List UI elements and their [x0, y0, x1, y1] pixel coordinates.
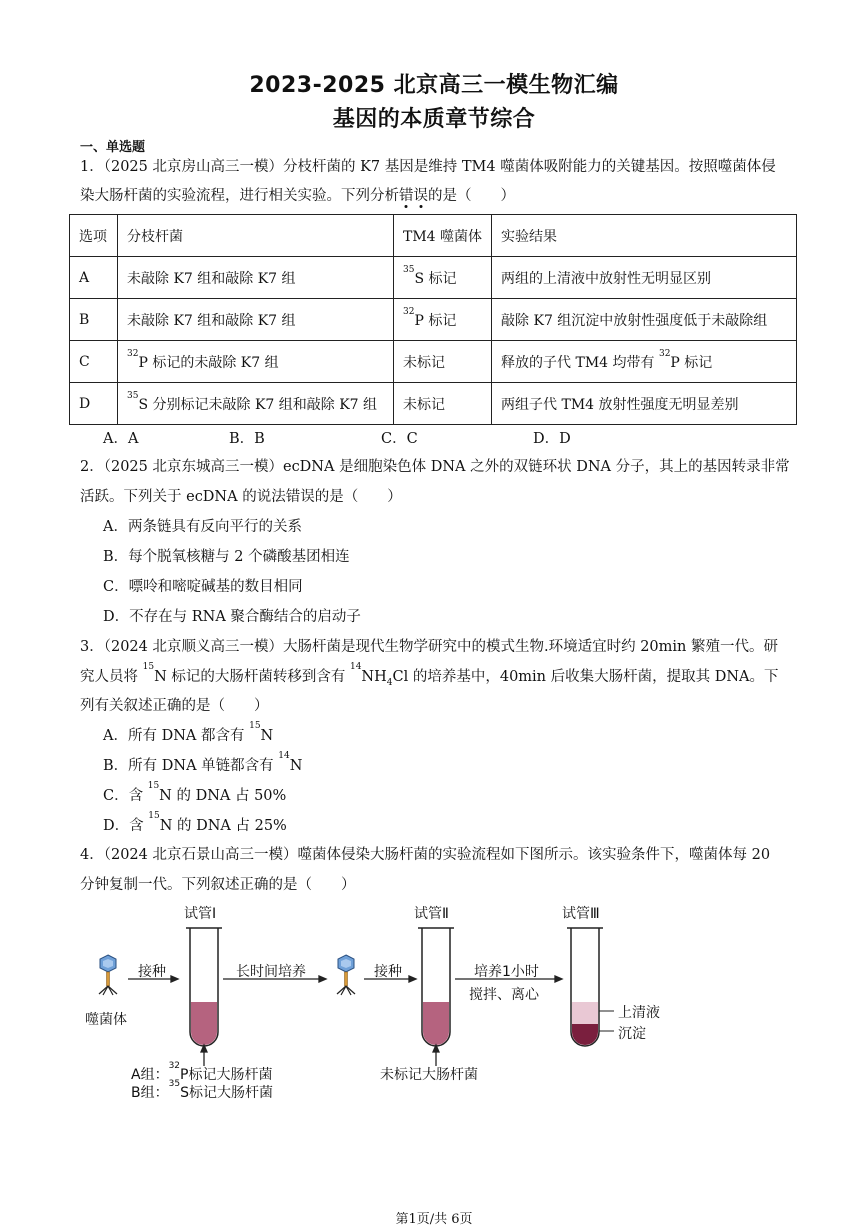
table-row: [70, 257, 797, 299]
tube-3-label: 试管Ⅲ: [562, 906, 600, 922]
q4-stem-line2: 分钟复制一代。下列叙述正确的是（ ）: [80, 877, 356, 893]
supernatant-layer: [572, 1002, 598, 1024]
table-cell: $^{35}$S 标记: [394, 257, 492, 299]
unlabeled-ecoli-label: 未标记大肠杆菌: [380, 1067, 478, 1083]
test-tube-3: [567, 928, 603, 1046]
q1-stem-line2: [80, 184, 515, 205]
q2-stem-line1: 2．（2025 北京东城高三一模）ecDNA 是细胞染色体 DNA 之外的双链环状 DNA 分子，其上的基因转录非常: [80, 459, 790, 475]
section-heading: 一、单选题: [80, 140, 146, 155]
table-cell: $^{32}$P 标记: [394, 299, 492, 341]
supernatant-label: 上清液: [618, 1005, 660, 1021]
q2-option-c[interactable]: C．嘌呤和嘧啶碱基的数目相同: [103, 579, 303, 595]
q3-stem-line1: 3．（2024 北京顺义高三一模）大肠杆菌是现代生物学研究中的模式生物.环境适宜时约 20min 繁殖一代。研: [80, 639, 778, 655]
long-culture-label: 长时间培养: [236, 964, 306, 980]
q1-stem-line1: 1．（2025 北京房山高三一模）分枝杆菌的 K7 基因是维持 TM4 噬菌体吸附能力的关键基因。按照噬菌体侵: [80, 159, 776, 175]
table-cell: 释放的子代 TM4 均带有 $^{32}$P 标记: [492, 341, 797, 383]
table-cell: $^{35}$S 分别标记未敲除 K7 组和敲除 K7 组: [118, 383, 394, 425]
table-header-row: [70, 215, 797, 257]
table-cell: C: [70, 341, 118, 383]
table-cell: 未标记: [394, 341, 492, 383]
group-a-label: A组：$^{32}$P标记大肠杆菌: [131, 1061, 273, 1083]
test-tube-2: [418, 928, 454, 1046]
table-cell: A: [70, 257, 118, 299]
table-cell: 敲除 K7 组沉淀中放射性强度低于未敲除组: [492, 299, 797, 341]
tube-1-label: 试管Ⅰ: [184, 906, 217, 922]
q2-stem-line2: 活跃。下列关于 ecDNA 的说法错误的是（ ）: [80, 489, 402, 505]
q2-option-b[interactable]: B．每个脱氧核糖与 2 个磷酸基团相连: [103, 549, 350, 565]
table-cell: 未敲除 K7 组和敲除 K7 组: [118, 257, 394, 299]
table-cell: B: [70, 299, 118, 341]
tube-2-label: 试管Ⅱ: [414, 906, 449, 922]
table-row: [70, 383, 797, 425]
table-header: 分枝杆菌: [118, 215, 394, 257]
q1-option-b[interactable]: B．B: [229, 431, 265, 447]
culture-medium: [423, 1002, 449, 1045]
q2-option-a[interactable]: A．两条链具有反向平行的关系: [103, 519, 302, 535]
group-b-label: B组：$^{35}$S标记大肠杆菌: [131, 1079, 273, 1101]
q1-table: [69, 214, 797, 425]
q1-emphasis-char: 误: [413, 188, 428, 204]
page-title: 2023-2025 北京高三一模生物汇编: [249, 73, 619, 98]
page-footer: 第1页/共 6页: [395, 1212, 473, 1227]
q3-stem-line2: 究人员将 $^{15}$N 标记的大肠杆菌转移到含有 $^{14}NH_4Cl$ 的培养基中，40min 后收集大肠杆菌，提取其 DNA。下: [80, 662, 779, 688]
phage-icon: [337, 955, 355, 995]
table-header: 选项: [70, 215, 118, 257]
q3-stem-line3: 列有关叙述正确的是（ ）: [80, 698, 269, 714]
table-cell: D: [70, 383, 118, 425]
table-header: 实验结果: [492, 215, 797, 257]
page-subtitle: 基因的本质章节综合: [332, 107, 536, 132]
q1-option-c[interactable]: C．C: [381, 431, 418, 447]
table-cell: $^{32}$P 标记的未敲除 K7 组: [118, 341, 394, 383]
precipitate-label: 沉淀: [618, 1026, 646, 1042]
inoculate-label-2: 接种: [374, 964, 402, 980]
q4-stem-line1: 4．（2024 北京石景山高三一模）噬菌体侵染大肠杆菌的实验流程如下图所示。该实验条件下，噬菌体每 20: [80, 847, 771, 863]
table-cell: 未敲除 K7 组和敲除 K7 组: [118, 299, 394, 341]
phage-icon: [99, 955, 117, 995]
q3-option-c[interactable]: C．含 $^{15}$N 的 DNA 占 50%: [103, 781, 287, 804]
q3-option-d[interactable]: D．含 $^{15}$N 的 DNA 占 25%: [103, 811, 287, 834]
culture-1h-label: 培养1小时: [474, 964, 539, 980]
culture-medium: [191, 1002, 217, 1045]
table-cell: 两组子代 TM4 放射性强度无明显差别: [492, 383, 797, 425]
q1-emphasis-char: 错: [399, 188, 414, 204]
table-row: [70, 341, 797, 383]
test-tube-1: [186, 928, 222, 1046]
table-row: [70, 299, 797, 341]
q1-stem-text: 的是（ ）: [428, 188, 515, 204]
q1-option-a[interactable]: A．A: [103, 431, 139, 447]
q2-option-d[interactable]: D．不存在与 RNA 聚合酶结合的启动子: [103, 609, 361, 625]
q1-stem-text: 染大肠杆菌的实验流程，进行相关实验。下列分析: [80, 188, 399, 204]
stir-centrifuge-label: 搅拌、离心: [469, 987, 539, 1003]
q1-option-d[interactable]: D．D: [533, 431, 571, 447]
q3-option-a[interactable]: A．所有 DNA 都含有 $^{15}$N: [103, 721, 274, 744]
table-cell: 未标记: [394, 383, 492, 425]
q3-option-b[interactable]: B．所有 DNA 单链都含有 $^{14}$N: [103, 751, 303, 774]
table-header: TM4 噬菌体: [394, 215, 492, 257]
phage-label: 噬菌体: [85, 1012, 127, 1028]
table-cell: 两组的上清液中放射性无明显区别: [492, 257, 797, 299]
inoculate-label-1: 接种: [138, 964, 166, 980]
